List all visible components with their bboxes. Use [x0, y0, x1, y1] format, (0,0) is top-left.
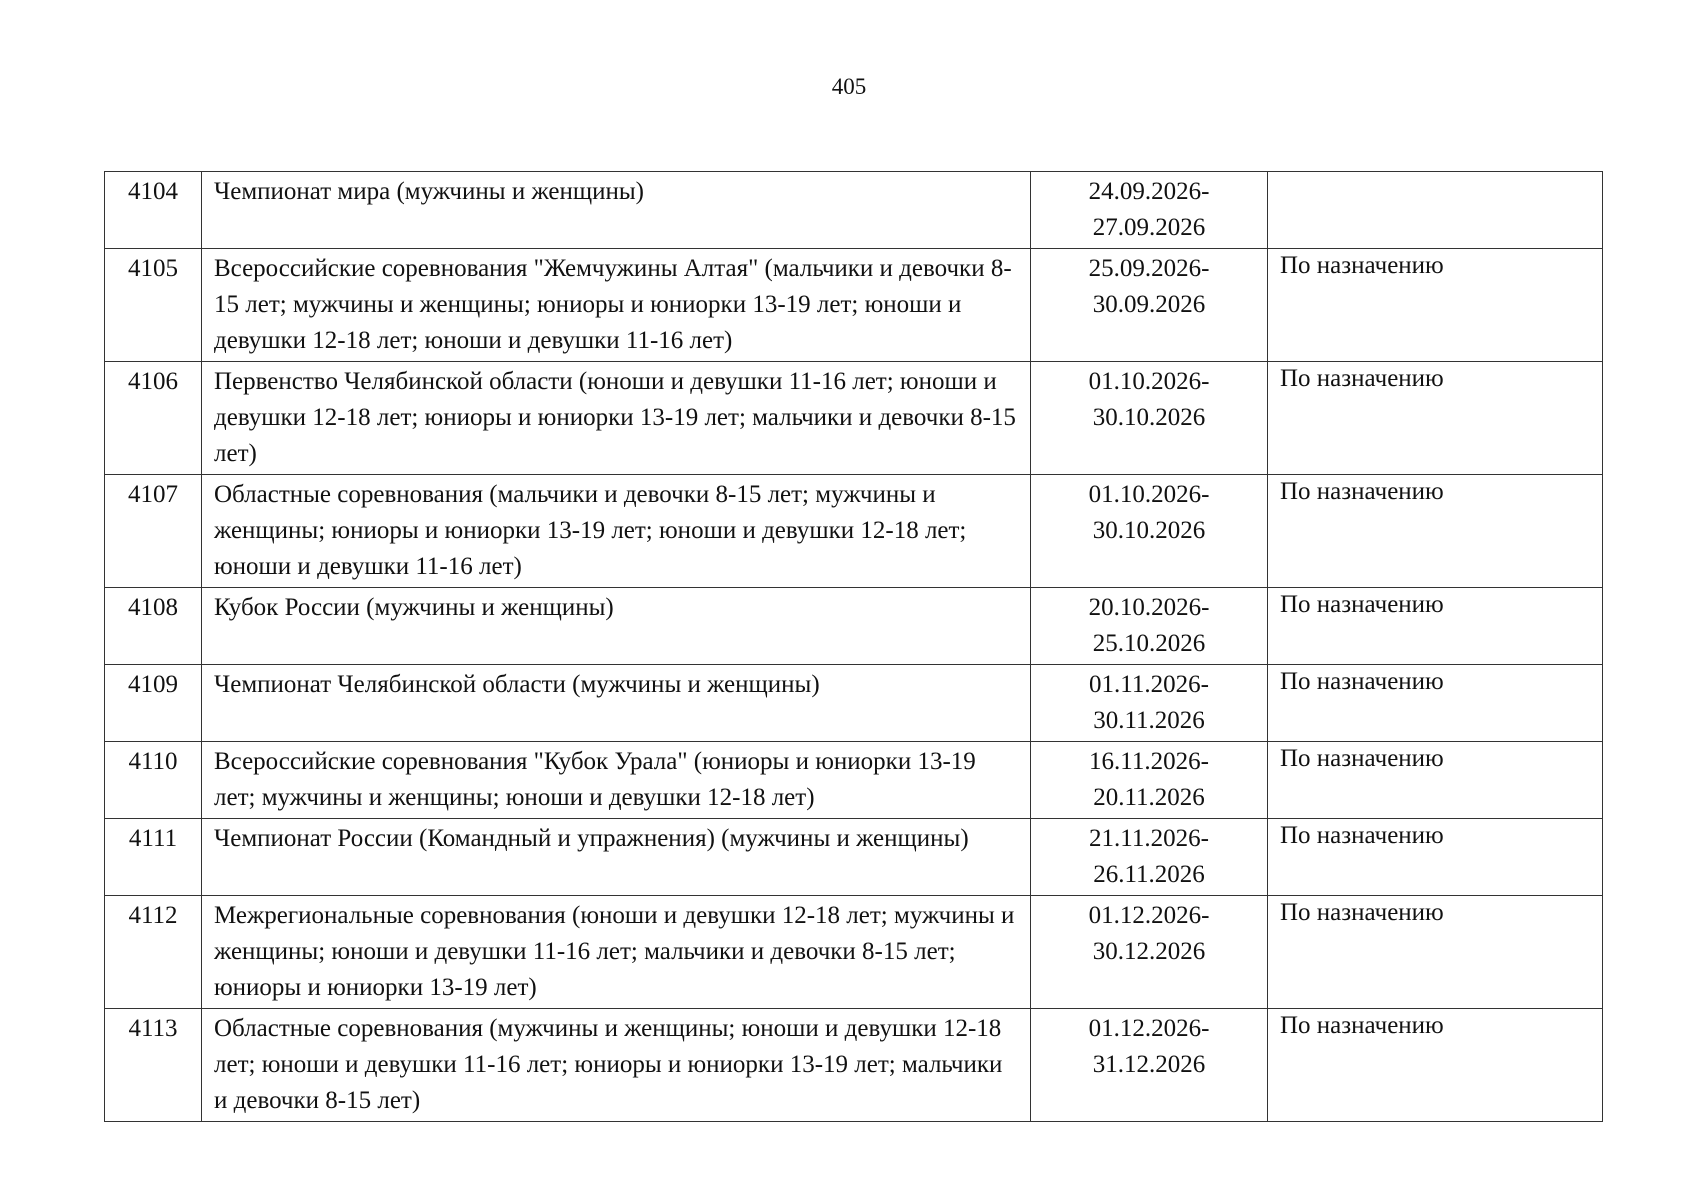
- date-end: 30.12.2026: [1092, 938, 1206, 965]
- date-start: 01.11.2026-: [1089, 671, 1209, 698]
- event-dates: [1031, 742, 1268, 819]
- event-name: Областные соревнования (мужчины и женщины; юноши и девушки 12-18 лет; юноши и девушки 11-16 лет; юниоры и юниорки 13-19 лет; мальчики и девочки 8-15 лет): [202, 1009, 1031, 1122]
- date-end: 25.10.2026: [1092, 630, 1206, 657]
- date-start: 16.11.2026-: [1089, 748, 1209, 775]
- event-note: По назначению: [1268, 249, 1603, 362]
- event-dates: [1031, 1009, 1268, 1122]
- event-dates: [1031, 665, 1268, 742]
- date-start: 21.11.2026-: [1089, 825, 1209, 852]
- row-number: 4104: [105, 172, 202, 249]
- table-row: [105, 588, 1603, 665]
- date-start: 24.09.2026-: [1088, 178, 1210, 205]
- row-number: 4105: [105, 249, 202, 362]
- row-number: 4106: [105, 362, 202, 475]
- table-row: [105, 819, 1603, 896]
- date-start: 01.12.2026-: [1088, 902, 1210, 929]
- event-note: По назначению: [1268, 742, 1603, 819]
- date-end: 30.10.2026: [1092, 404, 1206, 431]
- row-number: 4108: [105, 588, 202, 665]
- event-dates: [1031, 172, 1268, 249]
- date-end: 27.09.2026: [1092, 214, 1206, 241]
- table-row: [105, 665, 1603, 742]
- event-name: Чемпионат Челябинской области (мужчины и женщины): [202, 665, 1031, 742]
- row-number: 4112: [105, 896, 202, 1009]
- event-dates: [1031, 249, 1268, 362]
- event-dates: [1031, 588, 1268, 665]
- event-note: По назначению: [1268, 665, 1603, 742]
- event-note: По назначению: [1268, 362, 1603, 475]
- event-note: По назначению: [1268, 819, 1603, 896]
- row-number: 4107: [105, 475, 202, 588]
- event-name: Чемпионат России (Командный и упражнения) (мужчины и женщины): [202, 819, 1031, 896]
- event-name: Чемпионат мира (мужчины и женщины): [202, 172, 1031, 249]
- table-row: [105, 475, 1603, 588]
- row-number: 4113: [105, 1009, 202, 1122]
- event-name: Всероссийские соревнования "Жемчужины Алтая" (мальчики и девочки 8-15 лет; мужчины и женщины; юниоры и юниорки 13-19 лет; юноши и девушки 12-18 лет; юноши и девушки 11-16 лет): [202, 249, 1031, 362]
- table-row: [105, 1009, 1603, 1122]
- row-number: 4110: [105, 742, 202, 819]
- date-end: 30.09.2026: [1092, 291, 1206, 318]
- event-note: По назначению: [1268, 588, 1603, 665]
- table-row: [105, 362, 1603, 475]
- event-note: По назначению: [1268, 896, 1603, 1009]
- date-start: 01.10.2026-: [1088, 481, 1210, 508]
- date-end: 30.10.2026: [1092, 517, 1206, 544]
- date-end: 30.11.2026: [1093, 707, 1205, 734]
- event-dates: [1031, 475, 1268, 588]
- event-name: Межрегиональные соревнования (юноши и девушки 12-18 лет; мужчины и женщины; юноши и девушки 11-16 лет; мальчики и девочки 8-15 лет; юниоры и юниорки 13-19 лет): [202, 896, 1031, 1009]
- table-row: [105, 742, 1603, 819]
- table-row: [105, 896, 1603, 1009]
- event-note: По назначению: [1268, 1009, 1603, 1122]
- event-name: Кубок России (мужчины и женщины): [202, 588, 1031, 665]
- date-end: 31.12.2026: [1092, 1051, 1206, 1078]
- date-start: 01.10.2026-: [1088, 368, 1210, 395]
- competition-schedule-table: [104, 171, 1603, 1122]
- date-end: 26.11.2026: [1093, 861, 1205, 888]
- event-dates: [1031, 896, 1268, 1009]
- row-number: 4111: [105, 819, 202, 896]
- table-row: [105, 172, 1603, 249]
- page-number: 405: [831, 74, 867, 99]
- table-row: [105, 249, 1603, 362]
- event-name: Первенство Челябинской области (юноши и девушки 11-16 лет; юноши и девушки 12-18 лет; юниоры и юниорки 13-19 лет; мальчики и девочки 8-15 лет): [202, 362, 1031, 475]
- date-end: 20.11.2026: [1093, 784, 1205, 811]
- date-start: 25.09.2026-: [1088, 255, 1210, 282]
- event-name: Областные соревнования (мальчики и девочки 8-15 лет; мужчины и женщины; юниоры и юниорки 13-19 лет; юноши и девушки 12-18 лет; юноши и девушки 11-16 лет): [202, 475, 1031, 588]
- event-note: [1268, 172, 1603, 249]
- event-dates: [1031, 819, 1268, 896]
- event-dates: [1031, 362, 1268, 475]
- event-note: По назначению: [1268, 475, 1603, 588]
- row-number: 4109: [105, 665, 202, 742]
- date-start: 20.10.2026-: [1088, 594, 1210, 621]
- event-name: Всероссийские соревнования "Кубок Урала" (юниоры и юниорки 13-19 лет; мужчины и женщины; юноши и девушки 12-18 лет): [202, 742, 1031, 819]
- date-start: 01.12.2026-: [1088, 1015, 1210, 1042]
